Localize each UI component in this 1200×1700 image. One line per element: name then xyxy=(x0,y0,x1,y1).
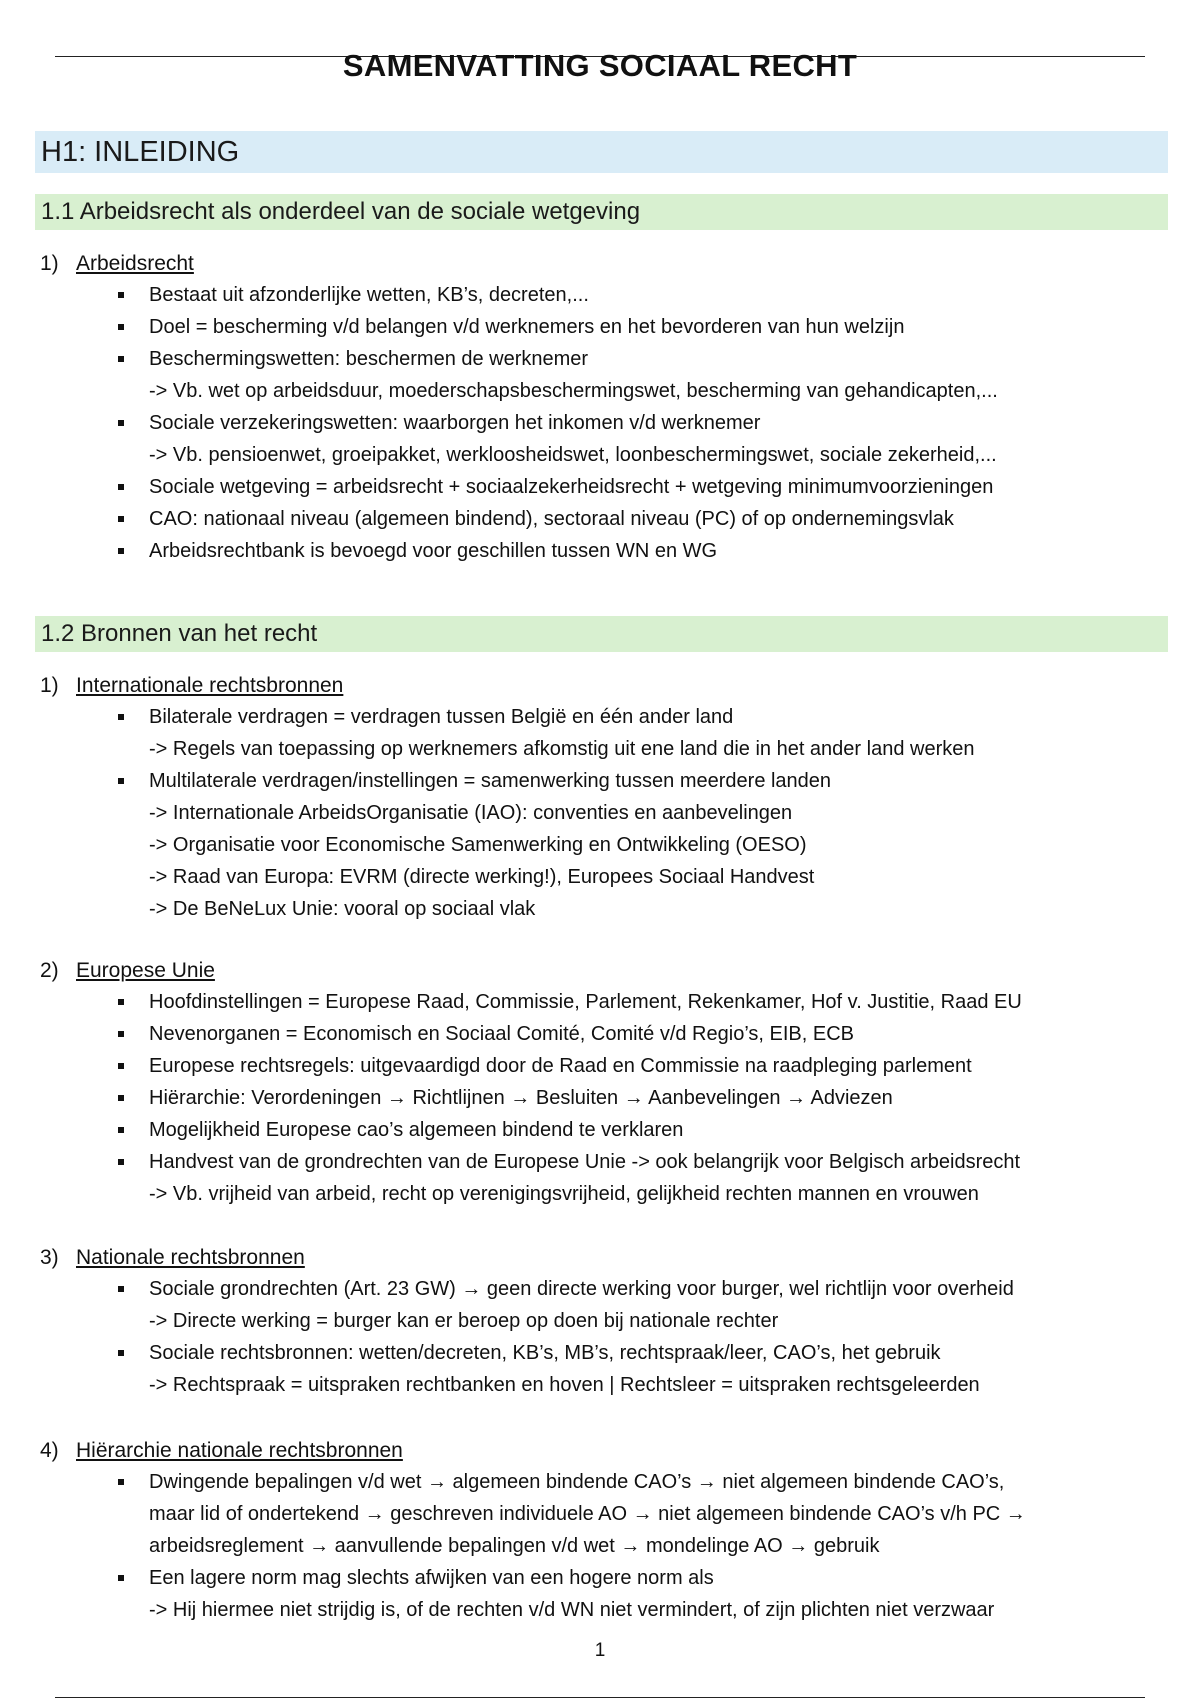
block-europese-unie xyxy=(0,955,1200,1210)
bullet-list xyxy=(0,279,1200,567)
bullet-item xyxy=(0,1114,1200,1146)
block-number: 3) xyxy=(40,1246,59,1269)
bullet-item xyxy=(0,1337,1200,1401)
bullet-list xyxy=(0,701,1200,925)
bullet-item xyxy=(0,503,1200,535)
block-number: 1) xyxy=(40,252,59,275)
bullet-item xyxy=(0,986,1200,1018)
block-title: Arbeidsrecht xyxy=(76,252,194,275)
bullet-text: Sociale wetgeving = arbeidsrecht + sociaalzekerheidsrecht + wetgeving minimumvoorzieningen xyxy=(149,476,994,498)
bullet-text: Multilaterale verdragen/instellingen = samenwerking tussen meerdere landen xyxy=(149,770,832,792)
page-number: 1 xyxy=(594,1640,606,1661)
bullet-item xyxy=(0,765,1200,925)
section-heading-1-1: 1.1 Arbeidsrecht als onderdeel van de sociale wetgeving xyxy=(35,194,1168,230)
block-number: 1) xyxy=(40,674,59,697)
bullet-subtext: -> Vb. vrijheid van arbeid, recht op verenigingsvrijheid, gelijkheid rechten mannen en vrouwen xyxy=(149,1183,979,1205)
section-heading-1-2: 1.2 Bronnen van het recht xyxy=(35,616,1168,652)
bullet-item xyxy=(0,1082,1200,1114)
footer-rule xyxy=(55,1697,1145,1698)
bullet-item xyxy=(0,407,1200,471)
block-heading xyxy=(0,1435,1200,1466)
block-hierarchie-nationale-rechtsbronnen xyxy=(0,1435,1200,1626)
bullet-text: Europese rechtsregels: uitgevaardigd door de Raad en Commissie na raadpleging parlement xyxy=(149,1055,972,1077)
bullet-item xyxy=(0,343,1200,407)
block-number: 4) xyxy=(40,1439,59,1462)
bullet-text: Sociale verzekeringswetten: waarborgen het inkomen v/d werknemer xyxy=(149,412,761,434)
block-internationale-rechtsbronnen xyxy=(0,670,1200,925)
bullet-item xyxy=(0,1018,1200,1050)
block-title: Nationale rechtsbronnen xyxy=(76,1246,305,1269)
bullet-subtext: -> Rechtspraak = uitspraken rechtbanken en hoven | Rechtsleer = uitspraken rechtsgeleerden xyxy=(149,1374,980,1396)
bullet-subtext: -> Vb. wet op arbeidsduur, moederschapsbeschermingswet, bescherming van gehandicapten,... xyxy=(149,380,998,402)
bullet-subtext: -> Internationale ArbeidsOrganisatie (IAO): conventies en aanbevelingen xyxy=(149,802,793,824)
block-arbeidsrecht xyxy=(0,248,1200,567)
bullet-text: Handvest van de grondrechten van de Europese Unie -> ook belangrijk voor Belgisch arbeidsrecht xyxy=(149,1151,1021,1173)
bullet-subtext: -> Organisatie voor Economische Samenwerking en Ontwikkeling (OESO) xyxy=(149,834,807,856)
block-heading xyxy=(0,670,1200,701)
bullet-text: Sociale grondrechten (Art. 23 GW) → geen directe werking voor burger, wel richtlijn voor overheid xyxy=(149,1278,1014,1300)
document-title: SAMENVATTING SOCIAAL RECHT xyxy=(342,48,858,83)
bullet-text: Bilaterale verdragen = verdragen tussen België en één ander land xyxy=(149,706,734,728)
chapter-heading: H1: INLEIDING xyxy=(35,131,1168,173)
bullet-text: Mogelijkheid Europese cao’s algemeen bindend te verklaren xyxy=(149,1119,684,1141)
bullet-text: Nevenorganen = Economisch en Sociaal Comité, Comité v/d Regio’s, EIB, ECB xyxy=(149,1023,854,1045)
block-nationale-rechtsbronnen xyxy=(0,1242,1200,1401)
bullet-text: Een lagere norm mag slechts afwijken van een hogere norm als xyxy=(149,1567,714,1589)
bullet-item xyxy=(0,1466,1200,1562)
block-title: Internationale rechtsbronnen xyxy=(76,674,344,697)
bullet-subtext: -> Raad van Europa: EVRM (directe werking!), Europees Sociaal Handvest xyxy=(149,866,815,888)
bullet-text: Dwingende bepalingen v/d wet → algemeen bindende CAO’s → niet algemeen bindende CAO’s, xyxy=(149,1471,1005,1493)
bullet-text: Hoofdinstellingen = Europese Raad, Commissie, Parlement, Rekenkamer, Hof v. Justitie, Raad EU xyxy=(149,991,1022,1013)
bullet-subtext: -> Vb. pensioenwet, groeipakket, werkloosheidswet, loonbeschermingswet, sociale zekerheid,... xyxy=(149,444,997,466)
bullet-list xyxy=(0,986,1200,1210)
bullet-text: Doel = bescherming v/d belangen v/d werknemers en het bevorderen van hun welzijn xyxy=(149,316,905,338)
bullet-item xyxy=(0,535,1200,567)
bullet-subtext: -> Directe werking = burger kan er beroep op doen bij nationale rechter xyxy=(149,1310,779,1332)
block-heading xyxy=(0,1242,1200,1273)
bullet-subtext: -> Hij hiermee niet strijdig is, of de rechten v/d WN niet vermindert, of zijn plichten niet verzwaar xyxy=(149,1599,995,1621)
bullet-list xyxy=(0,1466,1200,1626)
bullet-item xyxy=(0,1273,1200,1337)
bullet-item xyxy=(0,279,1200,311)
bullet-text: Arbeidsrechtbank is bevoegd voor geschillen tussen WN en WG xyxy=(149,540,718,562)
bullet-item xyxy=(0,1050,1200,1082)
block-title: Europese Unie xyxy=(76,959,215,982)
bullet-text: Bestaat uit afzonderlijke wetten, KB’s, decreten,... xyxy=(149,284,589,306)
bullet-text: CAO: nationaal niveau (algemeen bindend), sectoraal niveau (PC) of op ondernemingsvlak xyxy=(149,508,954,530)
block-heading xyxy=(0,248,1200,279)
bullet-item xyxy=(0,471,1200,503)
bullet-text: Sociale rechtsbronnen: wetten/decreten, KB’s, MB’s, rechtspraak/leer, CAO’s, het gebruik xyxy=(149,1342,941,1364)
block-heading xyxy=(0,955,1200,986)
bullet-list xyxy=(0,1273,1200,1401)
bullet-continuation: maar lid of ondertekend → geschreven individuele AO → niet algemeen bindende CAO’s v/h PC → xyxy=(149,1503,1026,1525)
bullet-item xyxy=(0,1562,1200,1626)
block-title: Hiërarchie nationale rechtsbronnen xyxy=(76,1439,403,1462)
bullet-subtext: -> Regels van toepassing op werknemers afkomstig uit ene land die in het ander land werken xyxy=(149,738,975,760)
bullet-item xyxy=(0,311,1200,343)
bullet-subtext: -> De BeNeLux Unie: vooral op sociaal vlak xyxy=(149,898,536,920)
bullet-text: Hiërarchie: Verordeningen → Richtlijnen → Besluiten → Aanbevelingen → Adviezen xyxy=(149,1087,893,1109)
bullet-item xyxy=(0,1146,1200,1210)
block-number: 2) xyxy=(40,959,59,982)
bullet-item xyxy=(0,701,1200,765)
bullet-continuation: arbeidsreglement → aanvullende bepalingen v/d wet → mondelinge AO → gebruik xyxy=(149,1535,880,1557)
bullet-text: Beschermingswetten: beschermen de werknemer xyxy=(149,348,589,370)
